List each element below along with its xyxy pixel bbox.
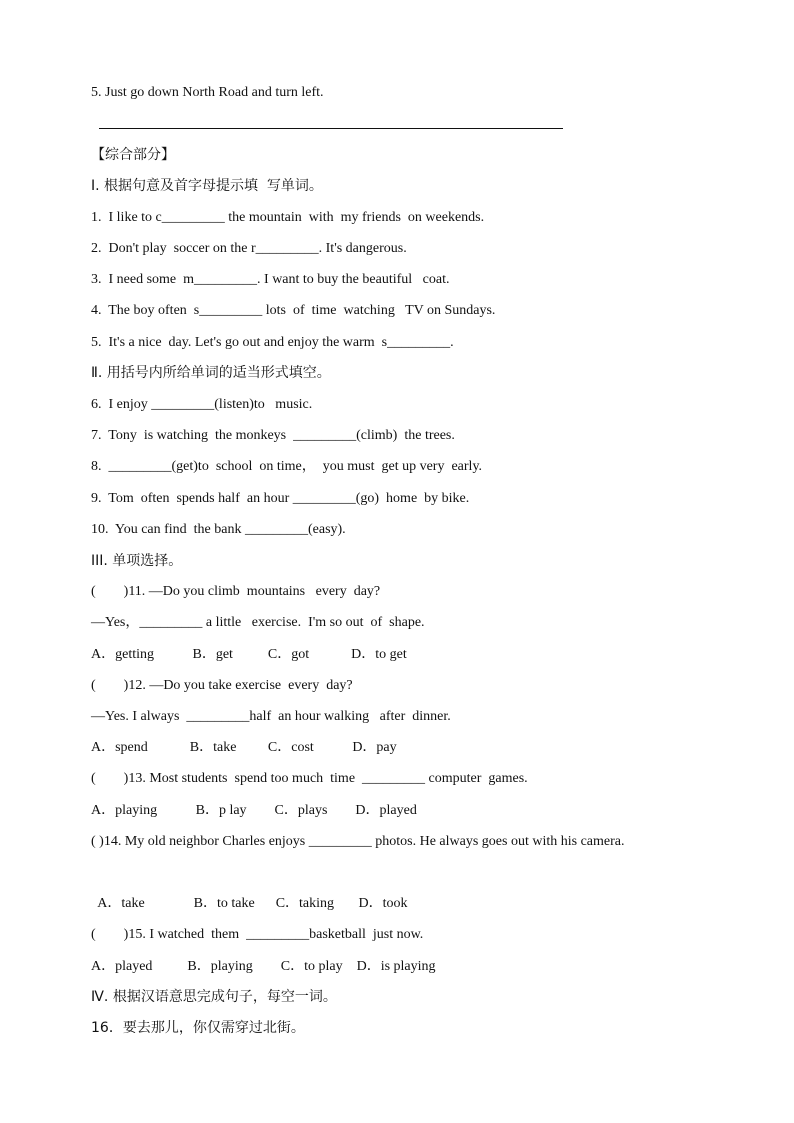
part1-item-5: 5. It's a nice day. Let's go out and enjoy the warm s_________. [91, 335, 454, 350]
part2-item-10: 10. You can find the bank _________(easy). [91, 522, 346, 537]
section-title: 【综合部分】 [91, 147, 175, 163]
answer-line [99, 128, 563, 129]
q14-options: A．take B．to take C．taking D．took [91, 896, 408, 911]
part1-item-1: 1. I like to c_________ the mountain with my friends on weekends. [91, 210, 485, 225]
part2-item-7: 7. Tony is watching the monkeys _________(climb) the trees. [91, 428, 455, 443]
q11-answer: —Yes，_________ a little exercise. I'm so out of shape. [91, 615, 425, 630]
q14-text: ( )14. My old neighbor Charles enjoys _________ photos. He always goes out with his camera. [91, 834, 625, 849]
q12-options: A．spend B．take C．cost D．pay [91, 740, 397, 755]
part2-item-8: 8. _________(get)to school on time， you must get up very early. [91, 459, 483, 474]
part4-heading: Ⅳ. 根据汉语意思完成句子，每空一词。 [91, 989, 337, 1005]
part3-heading: III. 单项选择。 [91, 553, 183, 569]
question-5-text: 5. Just go down North Road and turn left. [91, 85, 324, 100]
q11-options: A．getting B．get C．got D．to get [91, 647, 407, 662]
q13-options: A．playing B．p lay C．plays D．played [91, 803, 417, 818]
part1-item-4: 4. The boy often s_________ lots of time watching TV on Sundays. [91, 303, 496, 318]
part1-heading: Ⅰ. 根据句意及首字母提示填 写单词。 [91, 178, 323, 194]
q12-answer: —Yes. I always _________half an hour walking after dinner. [91, 709, 451, 724]
part2-heading: Ⅱ. 用括号内所给单词的适当形式填空。 [91, 365, 331, 381]
q13-stem: ( )13. Most students spend too much time _________ computer games. [91, 771, 528, 786]
part2-item-6: 6. I enjoy _________(listen)to music. [91, 397, 313, 412]
q15-stem: ( )15. I watched them _________basketball just now. [91, 927, 424, 942]
part2-item-9: 9. Tom often spends half an hour _________(go) home by bike. [91, 491, 470, 506]
part1-item-2: 2. Don't play soccer on the r_________. It's dangerous. [91, 241, 407, 256]
q15-options: A．played B．playing C．to play D．is playing [91, 959, 436, 974]
part1-item-3: 3. I need some m_________. I want to buy the beautiful coat. [91, 272, 450, 287]
q16-text: 16．要去那儿，你仅需穿过北街。 [91, 1020, 305, 1036]
q11-stem: ( )11. —Do you climb mountains every day? [91, 584, 381, 599]
q12-stem: ( )12. —Do you take exercise every day? [91, 678, 353, 693]
